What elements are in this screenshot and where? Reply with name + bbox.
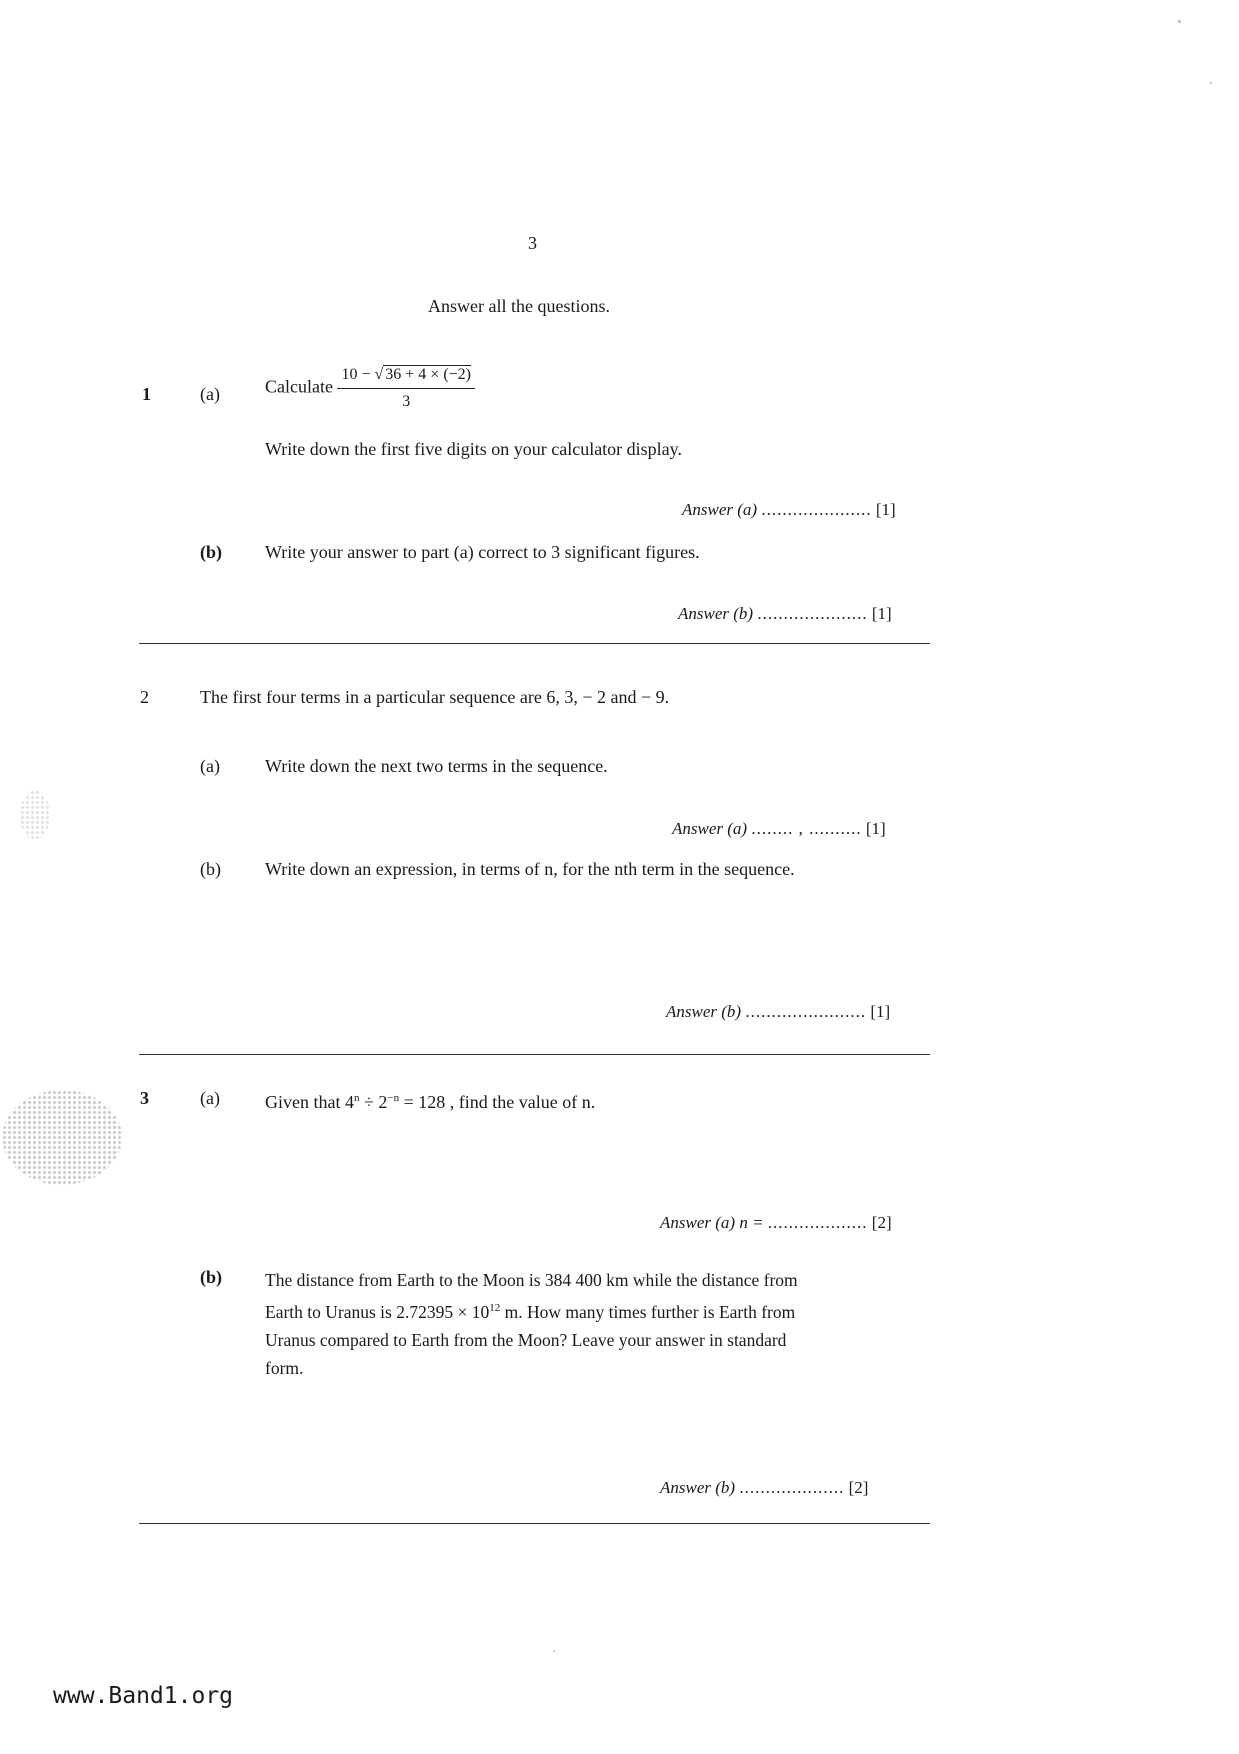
answer-blank[interactable]: ..................... [757,604,868,623]
scan-speck [1178,20,1181,23]
power-base: 4 [344,1092,354,1112]
question-1a-label: (a) [200,384,220,404]
text-fragment: Earth to Uranus is [265,1301,397,1322]
question-1-number: 1 [142,384,151,404]
question-3-number: 3 [140,1088,149,1108]
marks: [1] [865,819,886,838]
answer-label: Answer (b) [660,1478,736,1497]
text-line: form. [265,1357,304,1378]
answer-label: Answer (b) [666,1002,742,1021]
question-2a-text: Write down the next two terms in the sequence. [265,756,608,776]
scan-noise [2,1090,122,1185]
text-fragment: m. How many times further is Earth from [500,1301,796,1322]
numerator-term: 10 − [341,366,375,383]
standard-form-exponent: 12 [489,1302,501,1314]
answer-blank[interactable]: ..................... [761,500,872,519]
power-exponent: −n [387,1092,400,1104]
text-line [265,1294,798,1326]
answer-line-1a [682,500,896,520]
answer-line-3a [660,1213,892,1233]
answer-blank[interactable]: .................... [739,1478,845,1497]
question-1a-prefix: Calculate [265,376,333,397]
answer-blank[interactable]: ................... [767,1213,868,1232]
marks: [1] [870,1002,891,1021]
question-divider [139,643,930,644]
question-2-stem: The first four terms in a particular sequence are 6, 3, − 2 and − 9. [200,687,670,707]
answer-blank[interactable]: ....................... [745,1002,867,1021]
question-1a-instruction: Write down the first five digits on your calculator display. [265,439,683,459]
question-3b-label: (b) [200,1267,222,1287]
power-exponent: n [353,1092,360,1104]
answer-line-2b [666,1002,890,1022]
instruction-heading: Answer all the questions. [428,296,610,316]
question-2b-label: (b) [200,859,221,879]
scan-speck [1210,82,1212,84]
standard-form-mantissa: 2.72395 × 10 [396,1301,490,1322]
question-1a-expression [265,364,475,413]
answer-label: Answer (a) n = [660,1213,764,1232]
fraction-numerator: 10 − √ 36 + 4 × (−2) [337,364,475,389]
text-fragment: = 128 , find the value of n. [399,1092,596,1112]
answer-label: Answer (a) [672,819,748,838]
question-2b-text: Write down an expression, in terms of n, for the nth term in the sequence. [265,859,795,879]
question-3b-text [265,1266,798,1382]
question-3a-label: (a) [200,1088,220,1108]
marks: [1] [875,500,896,519]
footer-website: www.Band1.org [53,1683,234,1709]
question-3a-text [265,1087,595,1113]
answer-line-1b [678,604,892,624]
divide-operator: ÷ 2 [359,1092,388,1112]
marks: [1] [871,604,892,623]
question-divider [139,1054,930,1055]
answer-label: Answer (b) [678,604,754,623]
answer-label: Answer (a) [682,500,758,519]
answer-line-3b [660,1478,868,1498]
page-number: 3 [528,233,537,253]
question-1b-label: (b) [200,542,222,562]
scan-noise [20,790,50,840]
question-1b-text: Write your answer to part (a) correct to 3 significant figures. [265,542,700,562]
question-2-number: 2 [140,687,149,707]
question-divider [139,1523,930,1524]
text-fragment: Given that [265,1092,345,1112]
scan-speck [553,1650,555,1652]
marks: [2] [871,1213,892,1232]
square-root-argument: 36 + 4 × (−2) [385,366,472,383]
text-line: The distance from Earth to the Moon is 384 400 km while the distance from [265,1270,798,1290]
fraction-denominator: 3 [402,393,411,410]
answer-blank[interactable]: ........ , .......... [751,819,862,838]
question-2a-label: (a) [200,756,220,776]
answer-line-2a [672,819,886,839]
marks: [2] [848,1478,869,1497]
text-line: Uranus compared to Earth from the Moon? Leave your answer in standard [265,1329,787,1350]
calculation-fraction [337,364,475,413]
